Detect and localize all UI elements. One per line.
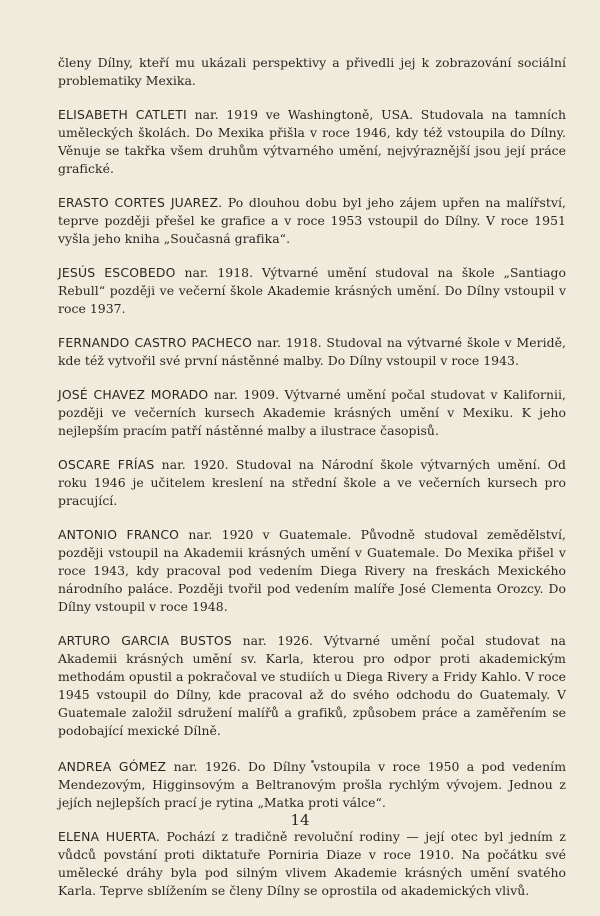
artist-name: ANTONIO FRANCO	[58, 527, 180, 542]
artist-name: ERASTO CORTES JUAREZ.	[58, 195, 223, 210]
artist-bio: nar. 1919 ve Washingtoně, USA. Studovala na tamních uměleckých školách. Do Mexika přišla v roce 1946, kdy též vstoupila do Dílny. Věnuje se takřka všem druhům výtvarného umění, nejvýraznější jsou její práce grafické.	[58, 107, 566, 176]
artist-bio: nar. 1920. Studoval na Národní škole výtvarných umění. Od roku 1946 je učitelem kreslení na střední škole a ve večerních kursech pro pracující.	[58, 457, 566, 508]
page-number: 14	[290, 811, 310, 829]
entry-chavez-morado	[58, 386, 566, 440]
artist-bio: nar. 1909. Výtvarné umění počal studovat v Kalifornii, později ve večerních kursech Akademie krásných umění v Mexiku. K jeho nejlepším pracím patří nástěnné malby a ilustrace časopisů.	[58, 387, 566, 438]
separator-dot	[58, 748, 566, 754]
entry-catleti	[58, 106, 566, 178]
entry-castro-pacheco	[58, 334, 566, 370]
artist-bio: nar. 1920 v Guatemale. Původně studoval zemědělství, později vstoupil na Akademii krásných umění v Guatemale. Do Mexika přišel v roce 1943, kdy pracoval pod vedením Diega Rivery na freskách Mexického národního paláce. Později tvořil pod vedením malíře José Clementa Orozcy. Do Dílny vstoupil v roce 1948.	[58, 527, 566, 614]
artist-name: OSCARE FRÍAS	[58, 457, 155, 472]
artist-bio: nar. 1918. Studoval na výtvarné škole v Meridě, kde též vytvořil své první nástěnné malby. Do Dílny vstoupil v roce 1943.	[58, 335, 566, 368]
artist-bio: Pochází z tradičně revoluční rodiny — její otec byl jedním z vůdců povstání proti diktatuře Porniria Diaze v roce 1910. Na počátku své umělecké dráhy byla pod silným vlivem Akademie krásných umění svatého Karla. Teprve sblížením se členy Dílny se oprostila od akademických vlivů.	[58, 829, 566, 898]
entry-escobedo	[58, 264, 566, 318]
entry-gomez	[58, 758, 566, 812]
artist-name: ANDREA GÓMEZ	[58, 759, 167, 774]
artist-bio: Po dlouhou dobu byl jeho zájem upřen na malířství, teprve později přešel ke grafice a v roce 1953 vstoupil do Dílny. V roce 1951 vyšla jeho kniha „Současná grafika“.	[58, 195, 566, 246]
artist-bio: nar. 1918. Výtvarné umění studoval na škole „Santiago Rebull“ později ve večerní škole Akademie krásných umění. Do Dílny vstoupil v roce 1937.	[58, 265, 566, 316]
entry-huerta	[58, 828, 566, 900]
entry-frias	[58, 456, 566, 510]
page-body	[58, 54, 566, 916]
artist-bio: nar. 1926. Výtvarné umění počal studovat na Akademii krásných umění sv. Karla, kterou pro odpor proti akademickým methodám opustil a pokračoval ve studiích u Diega Rivery a Fridy Kahlo. V roce 1945 vstoupil do Dílny, kde pracoval až do svého odchodu do Guatemaly. V Guatemale založil sdružení malířů a grafiků, způsobem práce a zaměřením se podobající mexické Dílně.	[58, 633, 566, 738]
entry-franco	[58, 526, 566, 616]
artist-name: ARTURO GARCIA BUSTOS	[58, 633, 232, 648]
artist-name: JESÚS ESCOBEDO	[58, 265, 176, 280]
artist-name: FERNANDO CASTRO PACHECO	[58, 335, 253, 350]
artist-name: JOSÉ CHAVEZ MORADO	[58, 387, 209, 402]
artist-name: ELENA HUERTA.	[58, 829, 161, 844]
artist-bio: nar. 1926. Do Dílny vstoupila v roce 1950 a pod vedením Mendezovým, Higginsovým a Beltranovým prošla rychlým vývojem. Jednou z jejích nejlepších prací je rytina „Matka proti válce“.	[58, 759, 566, 810]
intro-paragraph: členy Dílny, kteří mu ukázali perspektivy a přivedli jej k zobrazování sociální problematiky Mexika.	[58, 55, 566, 88]
entry-garcia-bustos	[58, 632, 566, 740]
artist-name: ELISABETH CATLETI	[58, 107, 187, 122]
entry-cortes-juarez	[58, 194, 566, 248]
